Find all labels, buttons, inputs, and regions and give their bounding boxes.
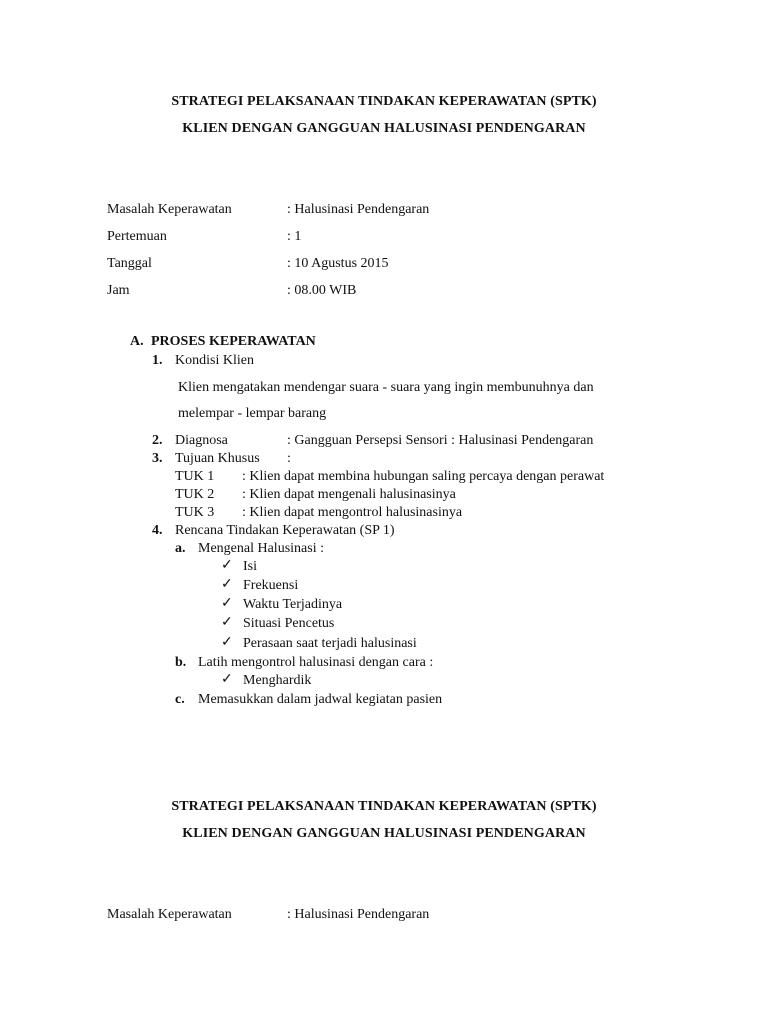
check-item-isi: Isi: [243, 559, 257, 574]
info2-value-masalah: : Halusinasi Pendengaran: [287, 907, 430, 922]
tuk2-label: TUK 2: [175, 487, 215, 502]
check-icon: ✓: [221, 596, 233, 611]
item1-text-line2: melempar - lempar barang: [178, 406, 327, 421]
section-a-marker: A.: [130, 334, 144, 349]
info-value-tanggal: : 10 Agustus 2015: [287, 256, 389, 271]
info2-label-masalah: Masalah Keperawatan: [107, 907, 232, 922]
sub-c-marker: c.: [175, 692, 185, 707]
document-title-line2: KLIEN DENGAN GANGGUAN HALUSINASI PENDENGARAN: [182, 121, 586, 136]
tuk1-label: TUK 1: [175, 469, 215, 484]
item3-number: 3.: [152, 451, 163, 466]
sub-b-marker: b.: [175, 655, 187, 670]
document-title-line1: STRATEGI PELAKSANAAN TINDAKAN KEPERAWATAN (SPTK): [171, 94, 597, 109]
check-icon: ✓: [221, 615, 233, 630]
tuk3-value: : Klien dapat mengontrol halusinasinya: [242, 505, 463, 520]
item1-text-line1: Klien mengatakan mendengar suara - suara yang ingin membunuhnya dan: [178, 380, 594, 395]
check-icon: ✓: [221, 672, 233, 687]
info-label-jam: Jam: [107, 283, 130, 298]
check-item-perasaan: Perasaan saat terjadi halusinasi: [243, 636, 417, 651]
check-item-frekuensi: Frekuensi: [243, 578, 299, 593]
document-title-line1-repeat: STRATEGI PELAKSANAAN TINDAKAN KEPERAWATAN (SPTK): [171, 799, 597, 814]
section-a-heading: PROSES KEPERAWATAN: [151, 334, 316, 349]
check-icon: ✓: [221, 558, 233, 573]
sub-a-marker: a.: [175, 541, 186, 556]
check-item-waktu: Waktu Terjadinya: [243, 597, 343, 612]
item4-number: 4.: [152, 523, 163, 538]
tuk3-label: TUK 3: [175, 505, 215, 520]
check-icon: ✓: [221, 577, 233, 592]
item2-value: : Gangguan Persepsi Sensori : Halusinasi Pendengaran: [287, 433, 594, 448]
info-value-jam: : 08.00 WIB: [287, 283, 357, 298]
item1-number: 1.: [152, 353, 163, 368]
info-label-pertemuan: Pertemuan: [107, 229, 167, 244]
item3-label: Tujuan Khusus: [175, 451, 260, 466]
info-value-pertemuan: : 1: [287, 229, 302, 244]
sub-c-label: Memasukkan dalam jadwal kegiatan pasien: [198, 692, 443, 707]
item2-number: 2.: [152, 433, 163, 448]
info-label-tanggal: Tanggal: [107, 256, 152, 271]
item3-value: :: [287, 451, 291, 466]
item1-label: Kondisi Klien: [175, 353, 254, 368]
info-value-masalah: : Halusinasi Pendengaran: [287, 202, 430, 217]
check-item-situasi: Situasi Pencetus: [243, 616, 335, 631]
document-title-line2-repeat: KLIEN DENGAN GANGGUAN HALUSINASI PENDENGARAN: [182, 826, 586, 841]
item4-label: Rencana Tindakan Keperawatan (SP 1): [175, 523, 395, 538]
info-label-masalah: Masalah Keperawatan: [107, 202, 232, 217]
check-icon: ✓: [221, 635, 233, 650]
sub-a-label: Mengenal Halusinasi :: [198, 541, 324, 556]
item2-label: Diagnosa: [175, 433, 228, 448]
tuk1-value: : Klien dapat membina hubungan saling percaya dengan perawat: [242, 469, 605, 484]
check-item-menghardik: Menghardik: [243, 673, 312, 688]
sub-b-label: Latih mengontrol halusinasi dengan cara :: [198, 655, 434, 670]
tuk2-value: : Klien dapat mengenali halusinasinya: [242, 487, 456, 502]
